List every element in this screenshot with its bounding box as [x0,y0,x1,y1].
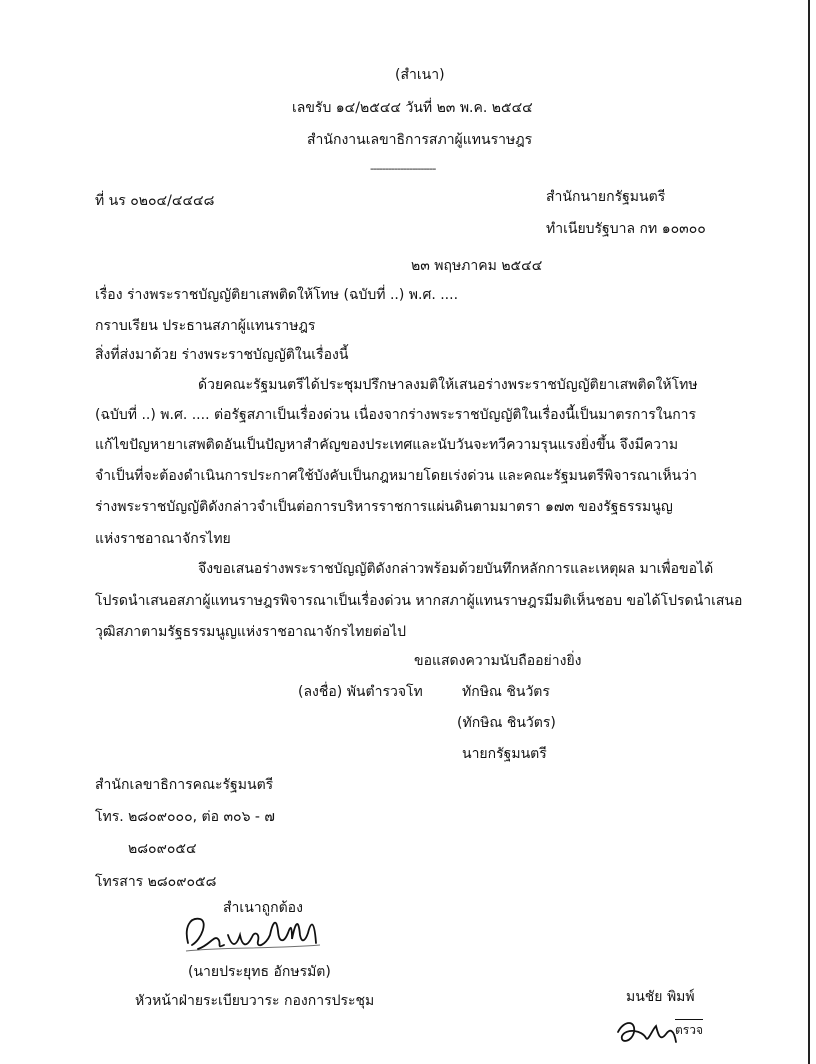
closing-regards: ขอแสดงความนับถืออย่างยิ่ง [414,653,582,669]
enclosure-line: สิ่งที่ส่งมาด้วย ร่างพระราชบัญญัติในเรื่องนี้ [95,347,349,363]
receipt-line: เลขรับ ๑๔/๒๕๔๔ วันที่ ๒๓ พ.ค. ๒๕๔๔ [292,100,533,116]
typist-note: มนชัย พิมพ์ [626,989,695,1005]
sender-office: สำนักนายกรัฐมนตรี [546,189,666,205]
letter-date: ๒๓ พฤษภาคม ๒๕๔๔ [411,258,543,274]
body-p1-line-3: แก้ไขปัญหายาเสพติดอันเป็นปัญหาสำคัญของประเทศและนับวันจะทวีความรุนแรงยิ่งขึ้น จึงมีความ [95,437,679,453]
checked-label: ตรวจ [675,1019,703,1039]
body-p2-line-2: โปรดนำเสนอสภาผู้แทนราษฎรพิจารณาเป็นเรื่องด่วน หากสภาผู้แทนราษฎรมีมติเห็นชอบ ขอได้โปรดนำเสนอ [95,593,743,609]
body-p1-line-6: แห่งราชอาณาจักรไทย [95,531,231,547]
footer-telephone: โทร. ๒๘๐๙๐๐๐, ต่อ ๓๐๖ - ๗ [95,809,275,825]
subject-line: เรื่อง ร่างพระราชบัญญัติยาเสพติดให้โทษ (ฉบับที่ ..) พ.ศ. .... [95,287,459,303]
body-p1-line-5: ร่างพระราชบัญญัติดังกล่าวจำเป็นต่อการบริหารราชการแผ่นดินตามมาตรา ๑๗๓ ของรัฐธรรมนูญ [95,499,673,515]
signer-name: ทักษิณ ชินวัตร [462,684,550,700]
body-p1-line-1: ด้วยคณะรัฐมนตรีได้ประชุมปรึกษาลงมติให้เสนอร่างพระราชบัญญัติยาเสพติดให้โทษ [198,377,698,393]
signer-title: นายกรัฐมนตรี [462,746,547,762]
copy-mark: (สำเนา) [395,67,445,83]
sender-address: ทำเนียบรัฐบาล กท ๑๐๓๐๐ [546,221,706,237]
page-edge-line [808,0,810,1064]
reference-number: ที่ นร ๐๒๐๔/๔๔๔๘ [95,193,215,209]
receiver-office: สำนักงานเลขาธิการสภาผู้แทนราษฎร [307,132,533,148]
certified-copy-label: สำเนาถูกต้อง [223,900,303,916]
signer-name-parenthesized: (ทักษิณ ชินวัตร) [457,715,556,731]
body-p1-line-4: จำเป็นที่จะต้องดำเนินการประกาศใช้บังคับเป็นกฎหมายโดยเร่งด่วน และคณะรัฐมนตรีพิจารณาเห็นว่า [95,468,697,484]
footer-office: สำนักเลขาธิการคณะรัฐมนตรี [95,777,274,793]
handwritten-signature [180,905,330,960]
body-p2-line-3: วุฒิสภาตามรัฐธรรมนูญแห่งราชอาณาจักรไทยต่อไป [95,624,407,640]
footer-telephone-2: ๒๘๐๙๐๕๔ [128,841,197,857]
body-p1-line-2: (ฉบับที่ ..) พ.ศ. .... ต่อรัฐสภาเป็นเรื่องด่วน เนื่องจากร่างพระราชบัญญัติในเรื่องนี้เป็นมาตรการในการ [95,407,697,423]
signed-prefix: (ลงชื่อ) พันตำรวจโท [298,684,423,700]
body-p2-line-1: จึงขอเสนอร่างพระราชบัญญัติดังกล่าวพร้อมด้วยบันทึกหลักการและเหตุผล มาเพื่อขอได้ [198,561,714,577]
header-divider: ---------------------- [370,162,436,175]
certifier-position: หัวหน้าฝ่ายระเบียบวาระ กองการประชุม [135,993,375,1009]
checker-initials-signature [612,1012,682,1052]
certifier-name: (นายประยุทธ อักษรมัต) [188,964,331,980]
footer-fax: โทรสาร ๒๘๐๙๐๕๘ [95,874,217,890]
salutation: กราบเรียน ประธานสภาผู้แทนราษฎร [95,318,316,334]
